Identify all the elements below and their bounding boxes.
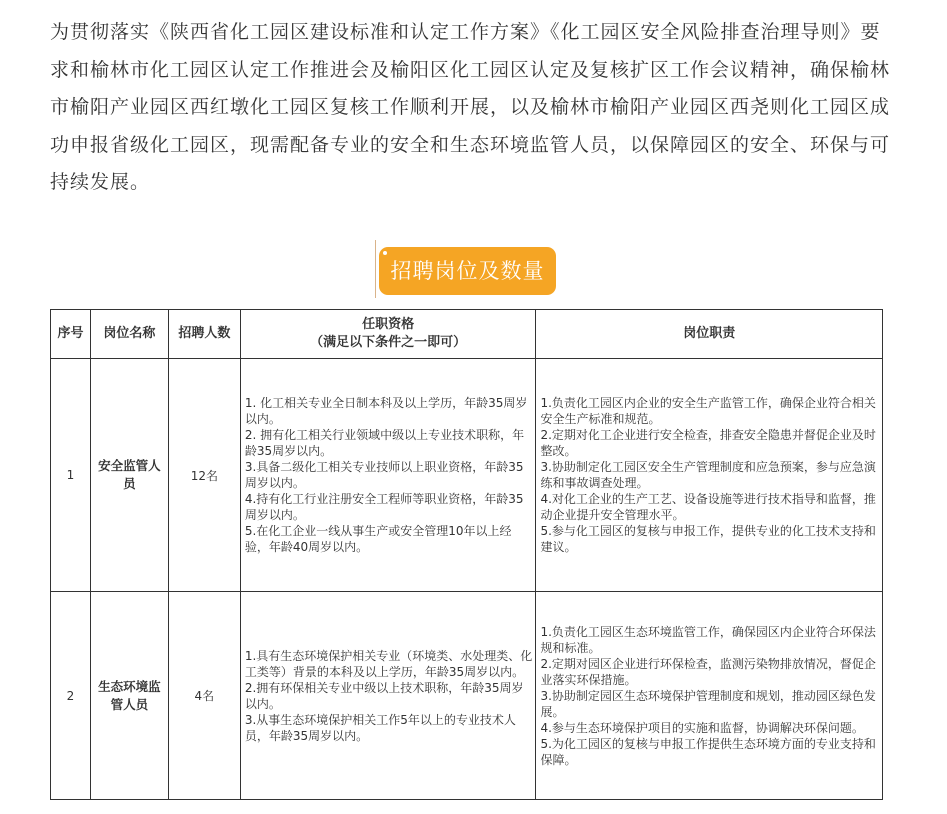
header-qualifications-note: （满足以下条件之一即可） xyxy=(310,335,467,350)
table-row xyxy=(51,359,883,592)
intro-paragraph: 为贯彻落实《陕西省化工园区建设标准和认定工作方案》《化工园区安全风险排查治理导则》要求和榆林市化工园区认定工作推进会及榆阳区化工园区认定及复核扩区工作会议精神，确保榆林市榆阳产业园区西红墩化工园区复核工作顺利开展，以及榆林市榆阳产业园区西尧则化工园区成功申报省级化工园区，现需配备专业的安全和生态环境监管人员，以保障园区的安全、环保与可持续发展。 xyxy=(50,21,891,193)
row-qualifications xyxy=(240,592,536,800)
row-duties xyxy=(536,359,883,592)
duty-item: 3.协助制定园区生态环境保护管理制度和规划，推动园区绿色发展。 xyxy=(540,688,876,719)
header-index: 序号 xyxy=(51,310,91,359)
header-count: 招聘人数 xyxy=(168,310,240,359)
duty-item: 1.负责化工园区内企业的安全生产监管工作，确保企业符合相关安全生产标准和规范。 xyxy=(540,396,876,426)
header-duties: 岗位职责 xyxy=(536,310,883,359)
recruitment-table xyxy=(50,309,883,800)
table-row xyxy=(51,592,883,800)
row-position: 安全监管人员 xyxy=(90,359,168,592)
row-index: 1 xyxy=(51,359,91,592)
header-qualifications-title: 任职资格 xyxy=(362,317,415,332)
qualification-item: 5.在化工企业一线从事生产或安全管理10年以上经验，年龄40周岁以内。 xyxy=(244,524,512,554)
qualification-item: 2. 拥有化工相关行业领域中级以上专业技术职称，年龄35周岁以内。 xyxy=(244,428,525,458)
row-duties xyxy=(536,592,883,800)
table-header-row xyxy=(51,310,883,359)
section-banner xyxy=(372,240,562,298)
duty-item: 5.参与化工园区的复核与申报工作，提供专业的化工技术支持和建议。 xyxy=(540,524,876,554)
duty-item: 3.协助制定化工园区安全生产管理制度和应急预案，参与应急演练和事故调查处理。 xyxy=(540,460,876,490)
duty-item: 4.参与生态环境保护项目的实施和监督，协调解决环保问题。 xyxy=(540,720,864,735)
duty-item: 2.定期对园区企业进行环保检查，监测污染物排放情况，督促企业落实环保措施。 xyxy=(540,656,876,687)
row-qualifications xyxy=(240,359,536,592)
qualification-item: 1.具有生态环境保护相关专业（环境类、水处理类、化工类等）背景的本科及以上学历，年龄35周岁以内。 xyxy=(244,648,533,679)
section-title: 招聘岗位及数量 xyxy=(379,247,556,295)
header-qualifications xyxy=(240,310,536,359)
banner-dot-icon xyxy=(383,251,387,255)
qualification-item: 4.持有化工行业注册安全工程师等职业资格，年龄35周岁以内。 xyxy=(244,492,524,522)
banner-divider-line xyxy=(375,240,376,298)
qualification-item: 2.拥有环保相关专业中级以上技术职称，年龄35周岁以内。 xyxy=(244,680,524,711)
qualification-item: 3.从事生态环境保护相关工作5年以上的专业技术人员，年龄35周岁以内。 xyxy=(244,712,516,743)
row-index: 2 xyxy=(51,592,91,800)
qualification-item: 3.具备二级化工相关专业技师以上职业资格，年龄35周岁以内。 xyxy=(244,460,524,490)
qualification-item: 1. 化工相关专业全日制本科及以上学历，年龄35周岁以内。 xyxy=(244,396,528,426)
duty-item: 1.负责化工园区生态环境监管工作，确保园区内企业符合环保法规和标准。 xyxy=(540,624,876,655)
duty-item: 4.对化工企业的生产工艺、设备设施等进行技术指导和监督，推动企业提升安全管理水平。 xyxy=(540,492,876,522)
row-count: 4名 xyxy=(168,592,240,800)
header-position: 岗位名称 xyxy=(90,310,168,359)
row-position: 生态环境监管人员 xyxy=(90,592,168,800)
duty-item: 5.为化工园区的复核与申报工作提供生态环境方面的专业支持和保障。 xyxy=(540,736,876,767)
row-count: 12名 xyxy=(168,359,240,592)
duty-item: 2.定期对化工企业进行安全检查，排查安全隐患并督促企业及时整改。 xyxy=(540,428,876,458)
